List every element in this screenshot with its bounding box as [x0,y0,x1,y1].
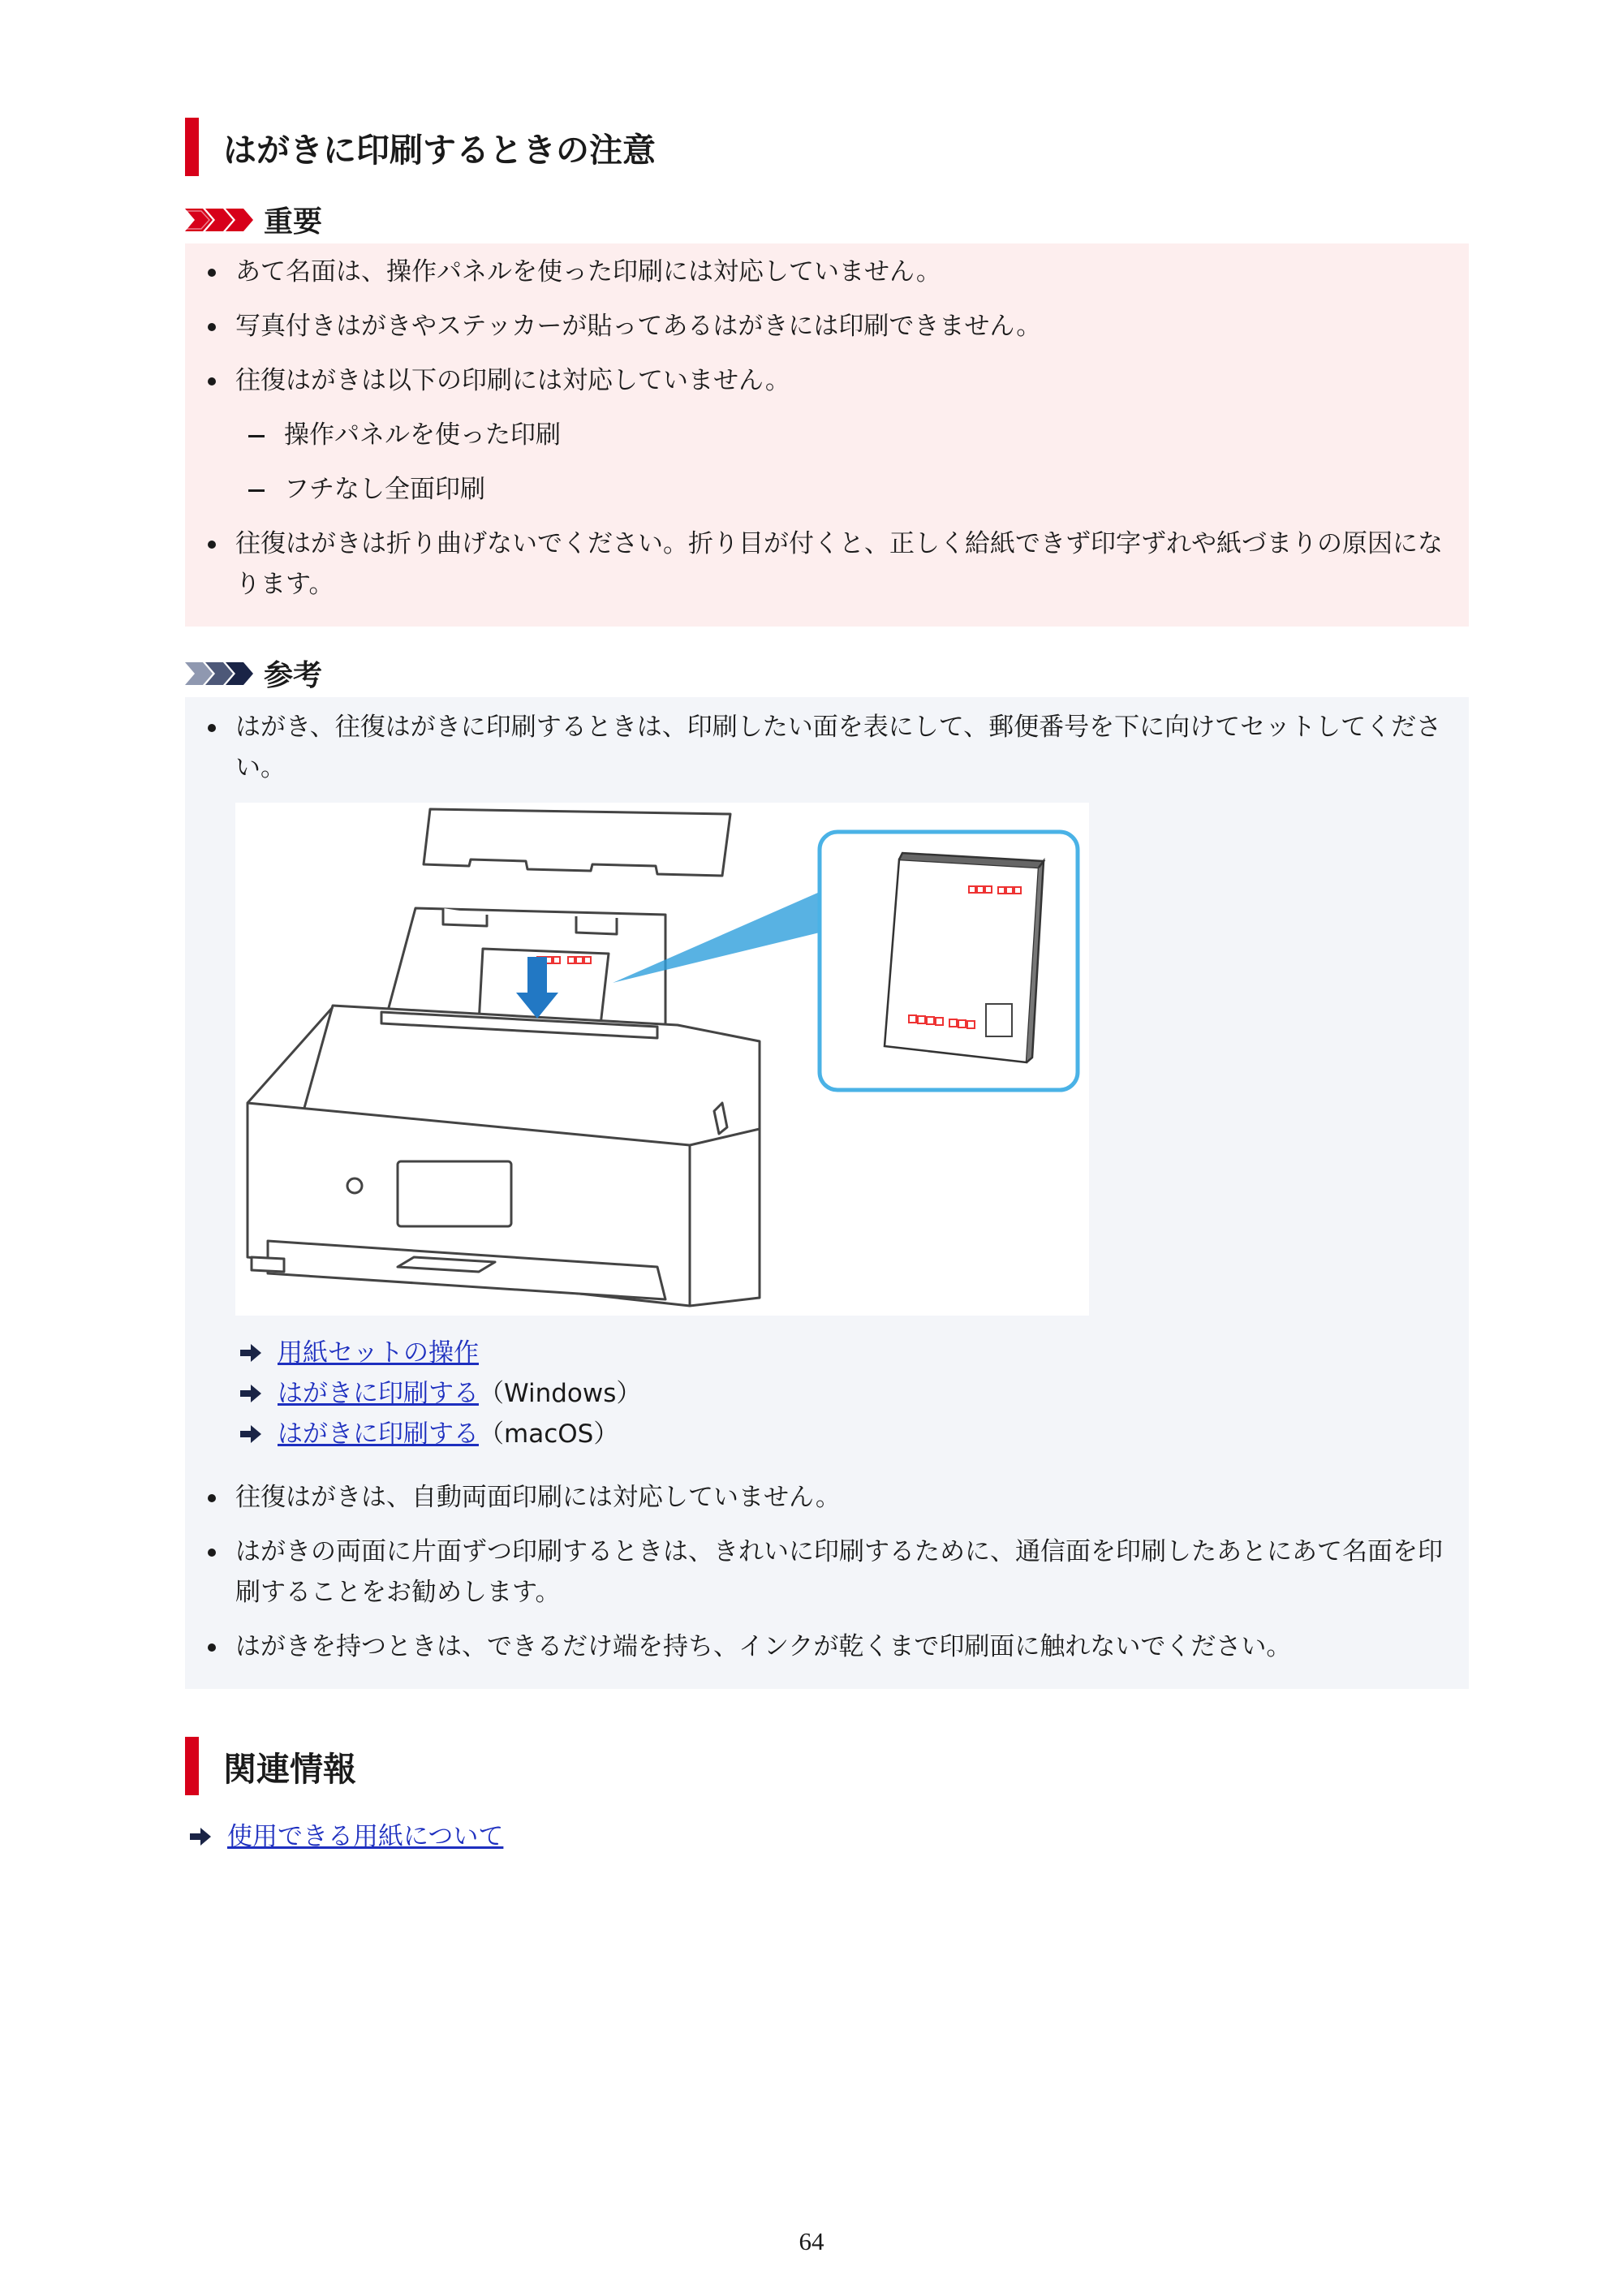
printer-postcard-illustration [235,803,1089,1316]
link-suffix: （macOS） [479,1419,619,1449]
link-suffix: （Windows） [479,1379,642,1408]
arrow-right-icon [240,1344,261,1362]
arrow-right-icon [240,1425,261,1443]
related-title: 関連情報 [223,1749,356,1789]
important-sub-item: フチなし全面印刷 [185,469,1469,510]
important-label-text: 重要 [264,205,323,239]
reference-list [185,697,1469,788]
section-heading [185,118,656,176]
reference-item: はがきを持つときは、できるだけ端を持ち、インクが乾くまで印刷面に触れないでください。 [185,1626,1469,1667]
important-sub-item: 操作パネルを使った印刷 [185,415,1469,455]
reference-label-text: 参考 [264,659,323,692]
reference-box [185,697,1469,1689]
important-item: あて名面は、操作パネルを使った印刷には対応していません。 [185,252,1469,292]
heading-bar [185,118,199,176]
link-row [240,1414,641,1454]
important-item: 写真付きはがきやステッカーが貼ってあるはがきには印刷できません。 [185,306,1469,347]
important-list [185,243,1469,605]
printer-illustration [235,803,1089,1316]
important-label [185,199,322,240]
important-item: 往復はがきは以下の印刷には対応していません。 [185,360,1469,401]
heading-bar [185,1737,199,1795]
reference-label [185,653,322,694]
link-row [240,1373,641,1414]
reference-chevron-icon [185,662,254,685]
important-item: 往復はがきは折り曲げないでください。折り目が付くと、正しく給紙できず印字ずれや紙づまりの原因になります。 [185,523,1469,605]
reference-links [240,1333,641,1454]
arrow-right-icon [240,1385,261,1402]
postcard-print-windows-link[interactable]: はがきに印刷する [278,1379,479,1408]
section-title: はがきに印刷するときの注意 [223,130,656,170]
important-box [185,243,1469,627]
link-row [240,1333,641,1373]
reference-list-2 [185,1477,1469,1667]
reference-item: 往復はがきは、自動両面印刷には対応していません。 [185,1477,1469,1518]
paper-setting-link[interactable]: 用紙セットの操作 [278,1338,479,1368]
arrow-right-icon [190,1828,211,1846]
related-heading [185,1737,356,1795]
important-chevron-icon [185,209,254,231]
postcard-print-macos-link[interactable]: はがきに印刷する [278,1419,479,1449]
page-number: 64 [799,2227,824,2255]
usable-paper-link[interactable]: 使用できる用紙について [227,1822,504,1851]
reference-item: はがきの両面に片面ずつ印刷するときは、きれいに印刷するために、通信面を印刷したあとにあて名面を印刷することをお勧めします。 [185,1531,1469,1613]
related-link-row [190,1816,503,1857]
reference-item: はがき、往復はがきに印刷するときは、印刷したい面を表にして、郵便番号を下に向けてセットしてください。 [185,707,1469,788]
